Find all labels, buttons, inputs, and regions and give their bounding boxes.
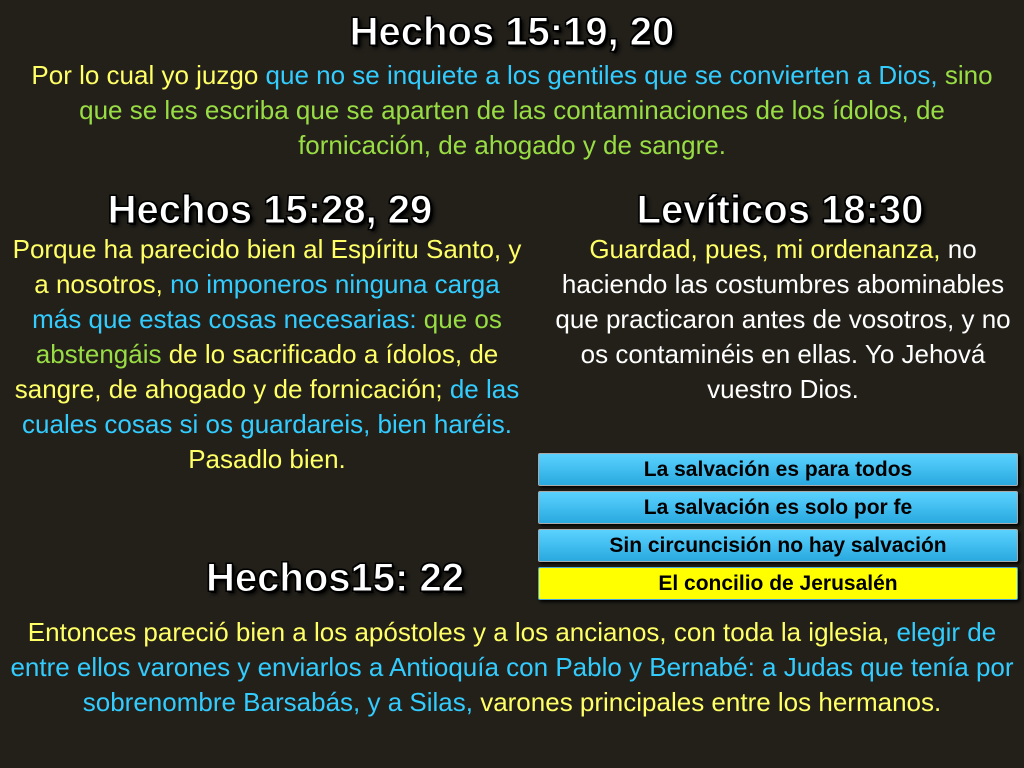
title-hechos-15-28-29: Hechos 15:28, 29 bbox=[107, 188, 433, 232]
verse-segment: de las cuales cosas si os guardareis, bien haréis. bbox=[22, 374, 520, 439]
topic-box-current[interactable]: El concilio de Jerusalén bbox=[538, 567, 1018, 600]
verse-hechos-15-28-29 bbox=[12, 232, 522, 477]
verse-segment: de lo sacrificado a ídolos, de sangre, de ahogado y de fornicación; bbox=[14, 339, 499, 404]
verse-segment: no haciendo las costumbres abominables que practicaron antes de vosotros, y no os contaminéis en ellas. Yo Jehová vuestro Dios. bbox=[555, 234, 1011, 404]
verse-segment: Pasadlo bien. bbox=[188, 444, 346, 474]
topic-box[interactable]: Sin circuncisión no hay salvación bbox=[538, 529, 1018, 562]
verse-hechos-15-19-20 bbox=[20, 58, 1004, 163]
title-hechos-15-19-20: Hechos 15:19, 20 bbox=[349, 10, 675, 54]
verse-leviticos-18-30 bbox=[548, 232, 1018, 407]
title-leviticos-18-30: Levíticos 18:30 bbox=[636, 188, 924, 232]
verse-segment: que no se inquiete a los gentiles que se convierten a Dios, bbox=[265, 60, 938, 90]
verse-segment: Entonces pareció bien a los apóstoles y a los ancianos, con toda la iglesia, bbox=[27, 617, 890, 647]
verse-segment: sino que se les escriba que se aparten de las contaminaciones de los ídolos, de fornicación, de ahogado y de sangre. bbox=[79, 60, 993, 160]
topic-box-list bbox=[538, 453, 1018, 605]
verse-segment: no imponeros ninguna carga más que estas cosas necesarias: bbox=[32, 269, 500, 334]
verse-segment: Por lo cual yo juzgo bbox=[31, 60, 266, 90]
verse-segment: que os abstengáis bbox=[35, 304, 502, 369]
verse-segment: Porque ha parecido bien al Espíritu Santo, y a nosotros, bbox=[12, 234, 522, 299]
verse-segment: Guardad, pues, mi ordenanza, bbox=[589, 234, 941, 264]
topic-box[interactable]: La salvación es solo por fe bbox=[538, 491, 1018, 524]
topic-box[interactable]: La salvación es para todos bbox=[538, 453, 1018, 486]
verse-segment: elegir de entre ellos varones y enviarlos a Antioquía con Pablo y Bernabé: a Judas que tenía por sobrenombre Barsabás, y a Silas, bbox=[10, 617, 1014, 717]
verse-hechos-15-22 bbox=[8, 615, 1016, 720]
title-hechos-15-22: Hechos15: 22 bbox=[206, 556, 464, 600]
verse-segment: varones principales entre los hermanos. bbox=[472, 687, 942, 717]
